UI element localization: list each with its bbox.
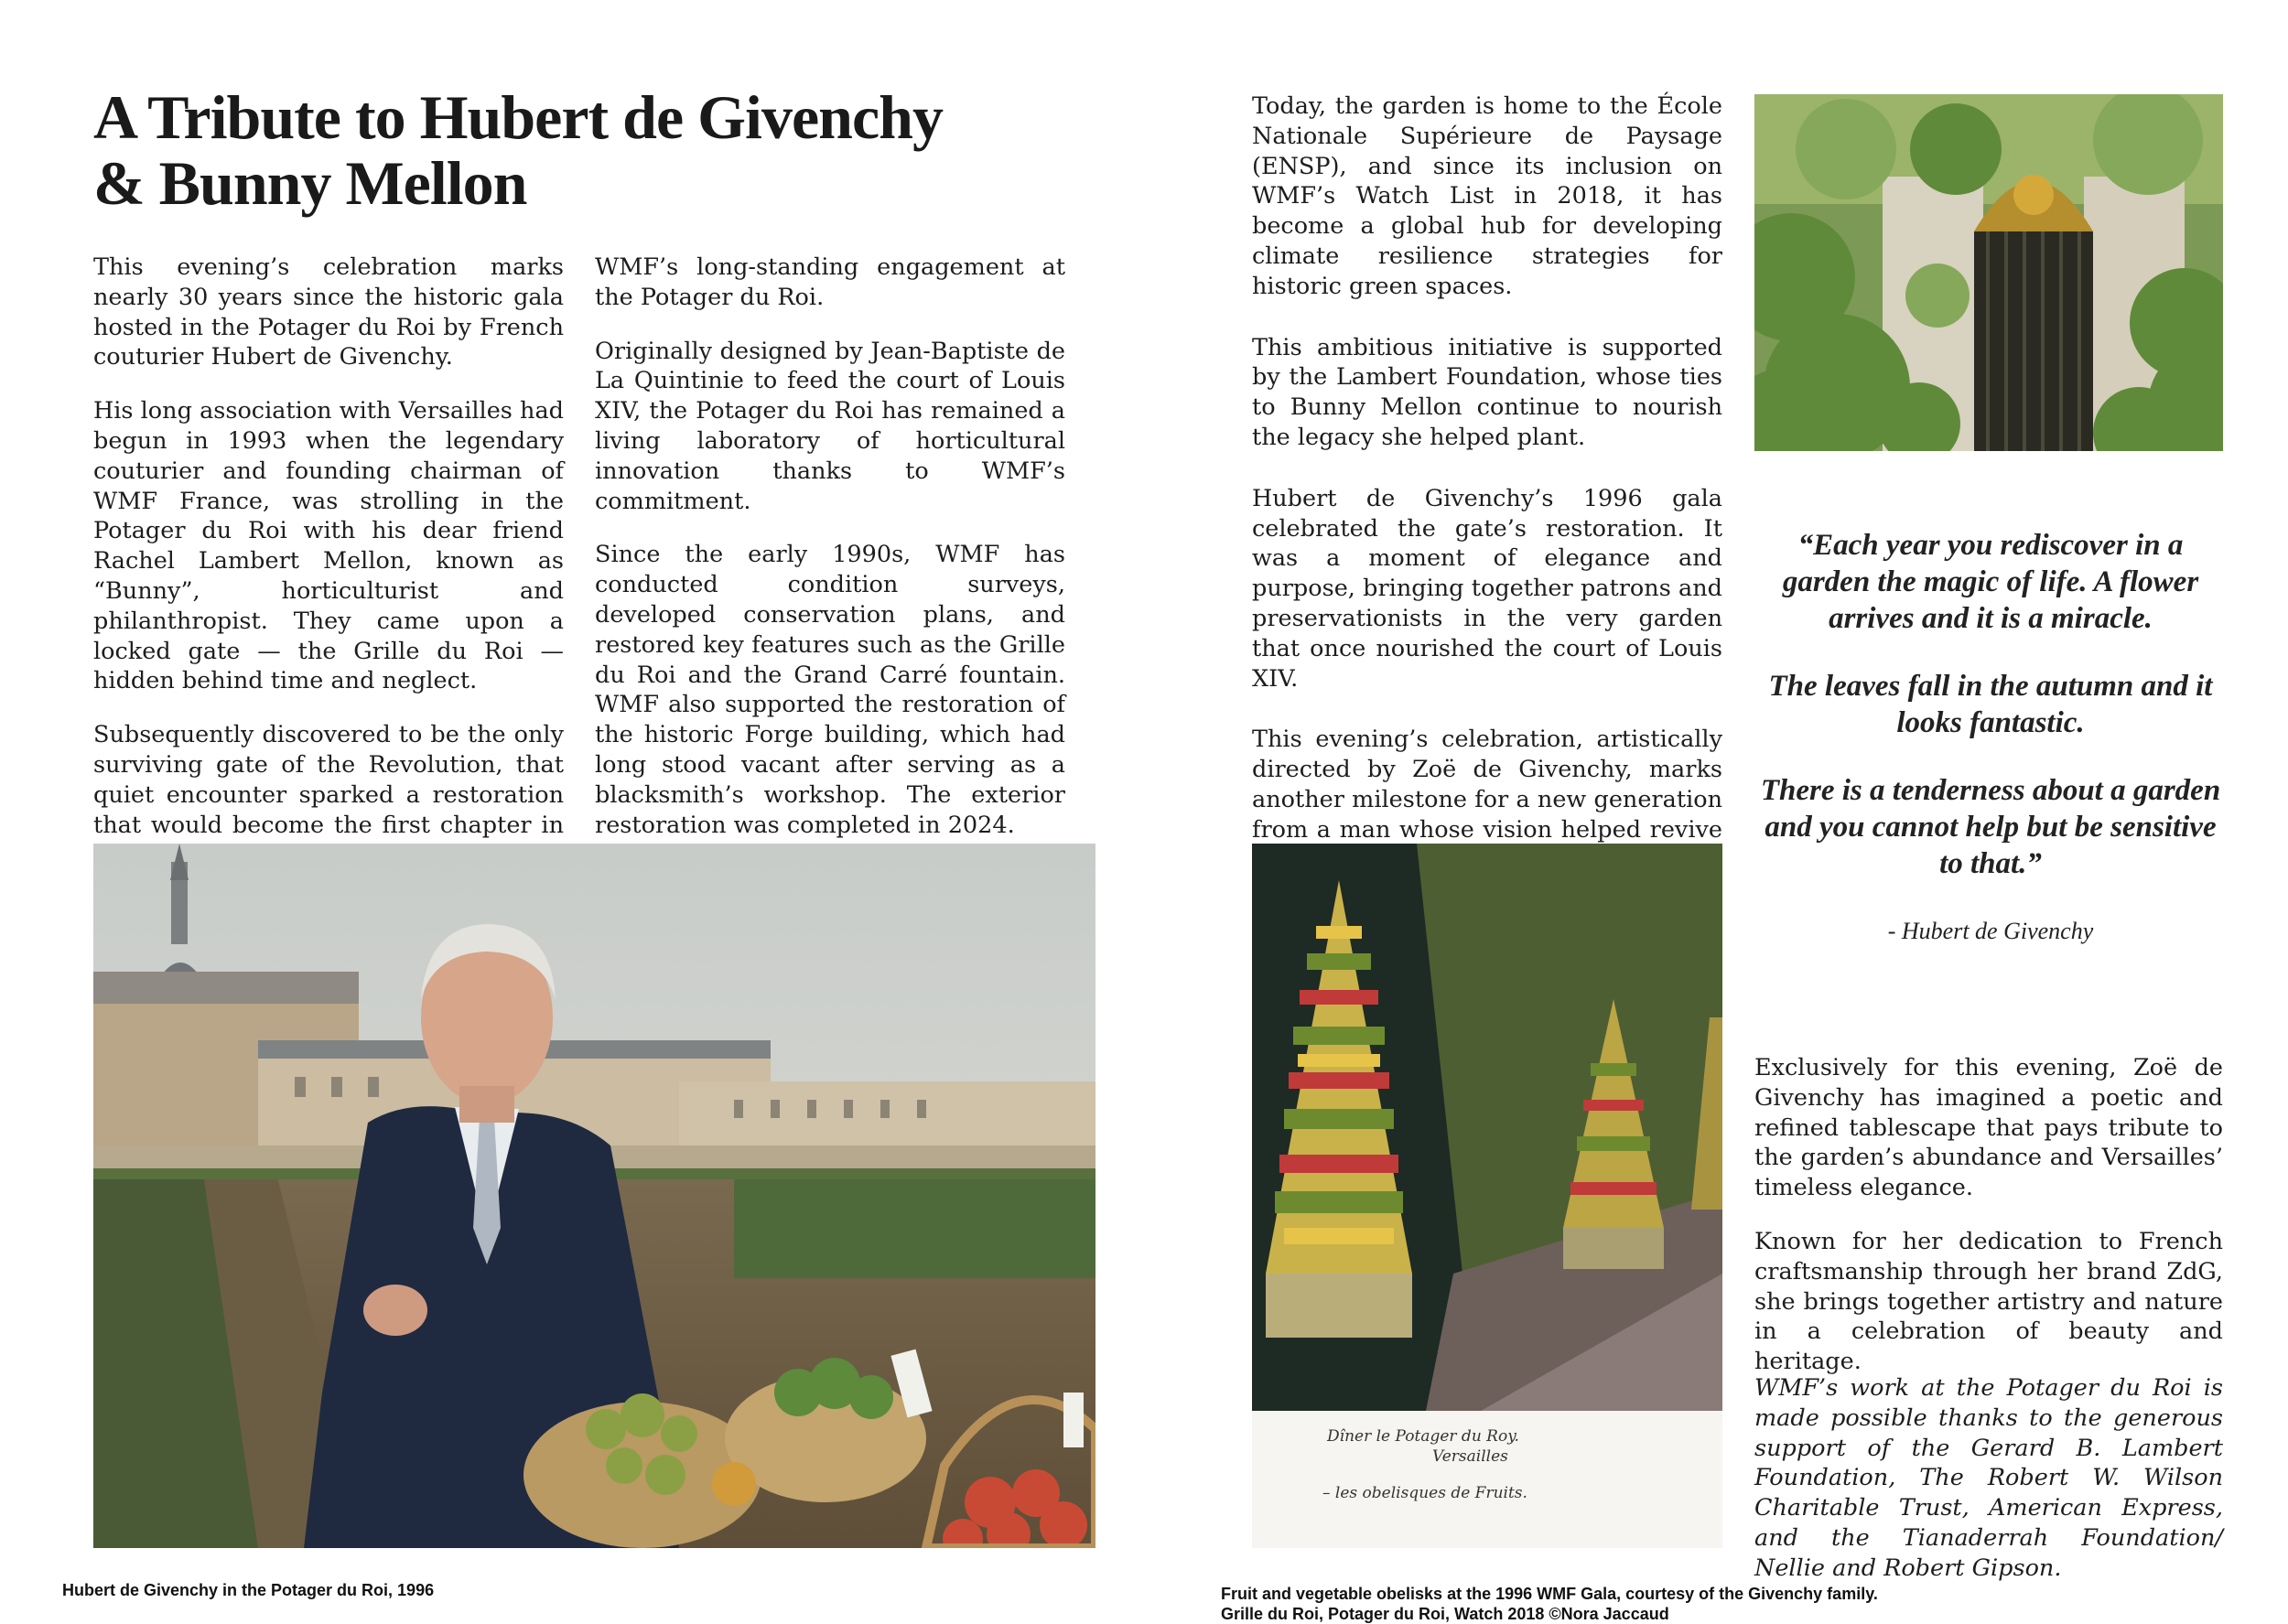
acknowledgement-block [1754,1373,2223,1608]
column-2 [595,253,1065,864]
acknowledgement-text: WMF’s work at the Potager du Roi is made possible thanks to the generous support of the Gerard B. Lambert Foundation, The Robert W. Wilson Charitable Trust, American Express, and the Tianaderrah Foundation/ Nellie and Robert Gipson. [1754,1374,2223,1582]
title-line-2: & Bunny Mellon [93,148,527,218]
quote-paragraph-3: There is a tenderness about a garden and you cannot help but be sensitive to that.” [1760,774,2221,880]
page-title [93,84,1100,216]
caption-right-2: Grille du Roi, Potager du Roi, Watch 2018 ©Nora Jaccaud [1221,1605,1669,1623]
paragraph: WMF’s long-standing engagement at the Potager du Roi. [595,253,1065,311]
handwritten-note-line-2: Versailles [1432,1447,1508,1466]
paragraph: Today, the garden is home to the École Nationale Supérieure de Paysage (ENSP), and since its inclusion on WMF’s Watch List in 2018, it has become a global hub for developing climate resilience strategies for historic green spaces. [1252,92,1722,300]
paragraph: Exclusively for this evening, Zoë de Givenchy has imagined a poetic and refined tablescape that pays tribute to the garden’s abundance and Versailles’ timeless elegance. [1754,1054,2223,1202]
column-1 [93,253,564,864]
handwritten-note-line-3: – les obelisques de Fruits. [1322,1484,1527,1502]
column-3 [1252,91,1722,929]
paragraph: This ambitious initiative is supported by the Lambert Foundation, whose ties to Bunny Mellon continue to nourish the legacy she helped plant. [1252,333,1722,451]
quote-author: - Hubert de Givenchy [1887,918,2094,944]
caption-left: Hubert de Givenchy in the Potager du Roi, 1996 [62,1581,435,1599]
paragraph: This evening’s celebration marks nearly 30 years since the historic gala hosted in the Potager du Roi by French couturier Hubert de Givenchy. [93,253,564,371]
paragraph: Since the early 1990s, WMF has conducted condition surveys, developed conservation plans, and restored key features such as the Grille du Roi and the Grand Carré fountain. WMF also supported the restoration of the historic Forge building, which had long stood vacant after serving as a blacksmith’s workshop. The exterior restoration was completed in 2024. [595,541,1065,839]
paragraph: This evening’s celebration, artistically directed by Zoë de Givenchy, marks another milestone for a new generation from a man whose vision helped revive [1252,726,1722,844]
title-line-1: A Tribute to Hubert de Givenchy [93,82,943,152]
givenchy-photo [93,844,1095,1548]
quote-paragraph-1: “Each year you rediscover in a garden the magic of life. A flower arrives and it is a miracle. [1782,529,2199,635]
quote-block [1757,527,2224,950]
paragraph: Subsequently discovered to be the only surviving gate of the Revolution, that quiet encounter sparked a restoration that would become the first chapter in [93,721,564,839]
caption-right-1: Fruit and vegetable obelisks at the 1996 WMF Gala, courtesy of the Givenchy family. [1221,1585,1878,1603]
paragraph: Originally designed by Jean-Baptiste de La Quintinie to feed the court of Louis XIV, the Potager du Roi has remained a living laboratory of horticultural innovation thanks to WMF’s commitment. [595,337,1065,515]
paragraph: Hubert de Givenchy’s 1996 gala celebrated the gate’s restoration. It was a moment of elegance and purpose, bringing together patrons and preservationists in the very garden that once nourished the court of Louis XIV. [1252,484,1722,693]
column-4 [1754,1053,2223,1401]
paragraph: His long association with Versailles had begun in 1993 when the legendary couturier and founding chairman of WMF France, was strolling in the Potager du Roi with his dear friend Rachel Lambert Mellon, known as “Bunny”, horticulturist and philanthropist. They came upon a locked gate — the Grille du Roi — hidden behind time and neglect. [93,397,564,695]
gate-photo [1754,94,2223,451]
quote-paragraph-2: The leaves fall in the autumn and it looks fantastic. [1768,670,2213,739]
handwritten-note-line-1: Dîner le Potager du Roy. [1327,1427,1519,1446]
paragraph: Known for her dedication to French craftsmanship through her brand ZdG, she brings together artistry and nature in a celebration of beauty and heritage. [1754,1227,2223,1376]
